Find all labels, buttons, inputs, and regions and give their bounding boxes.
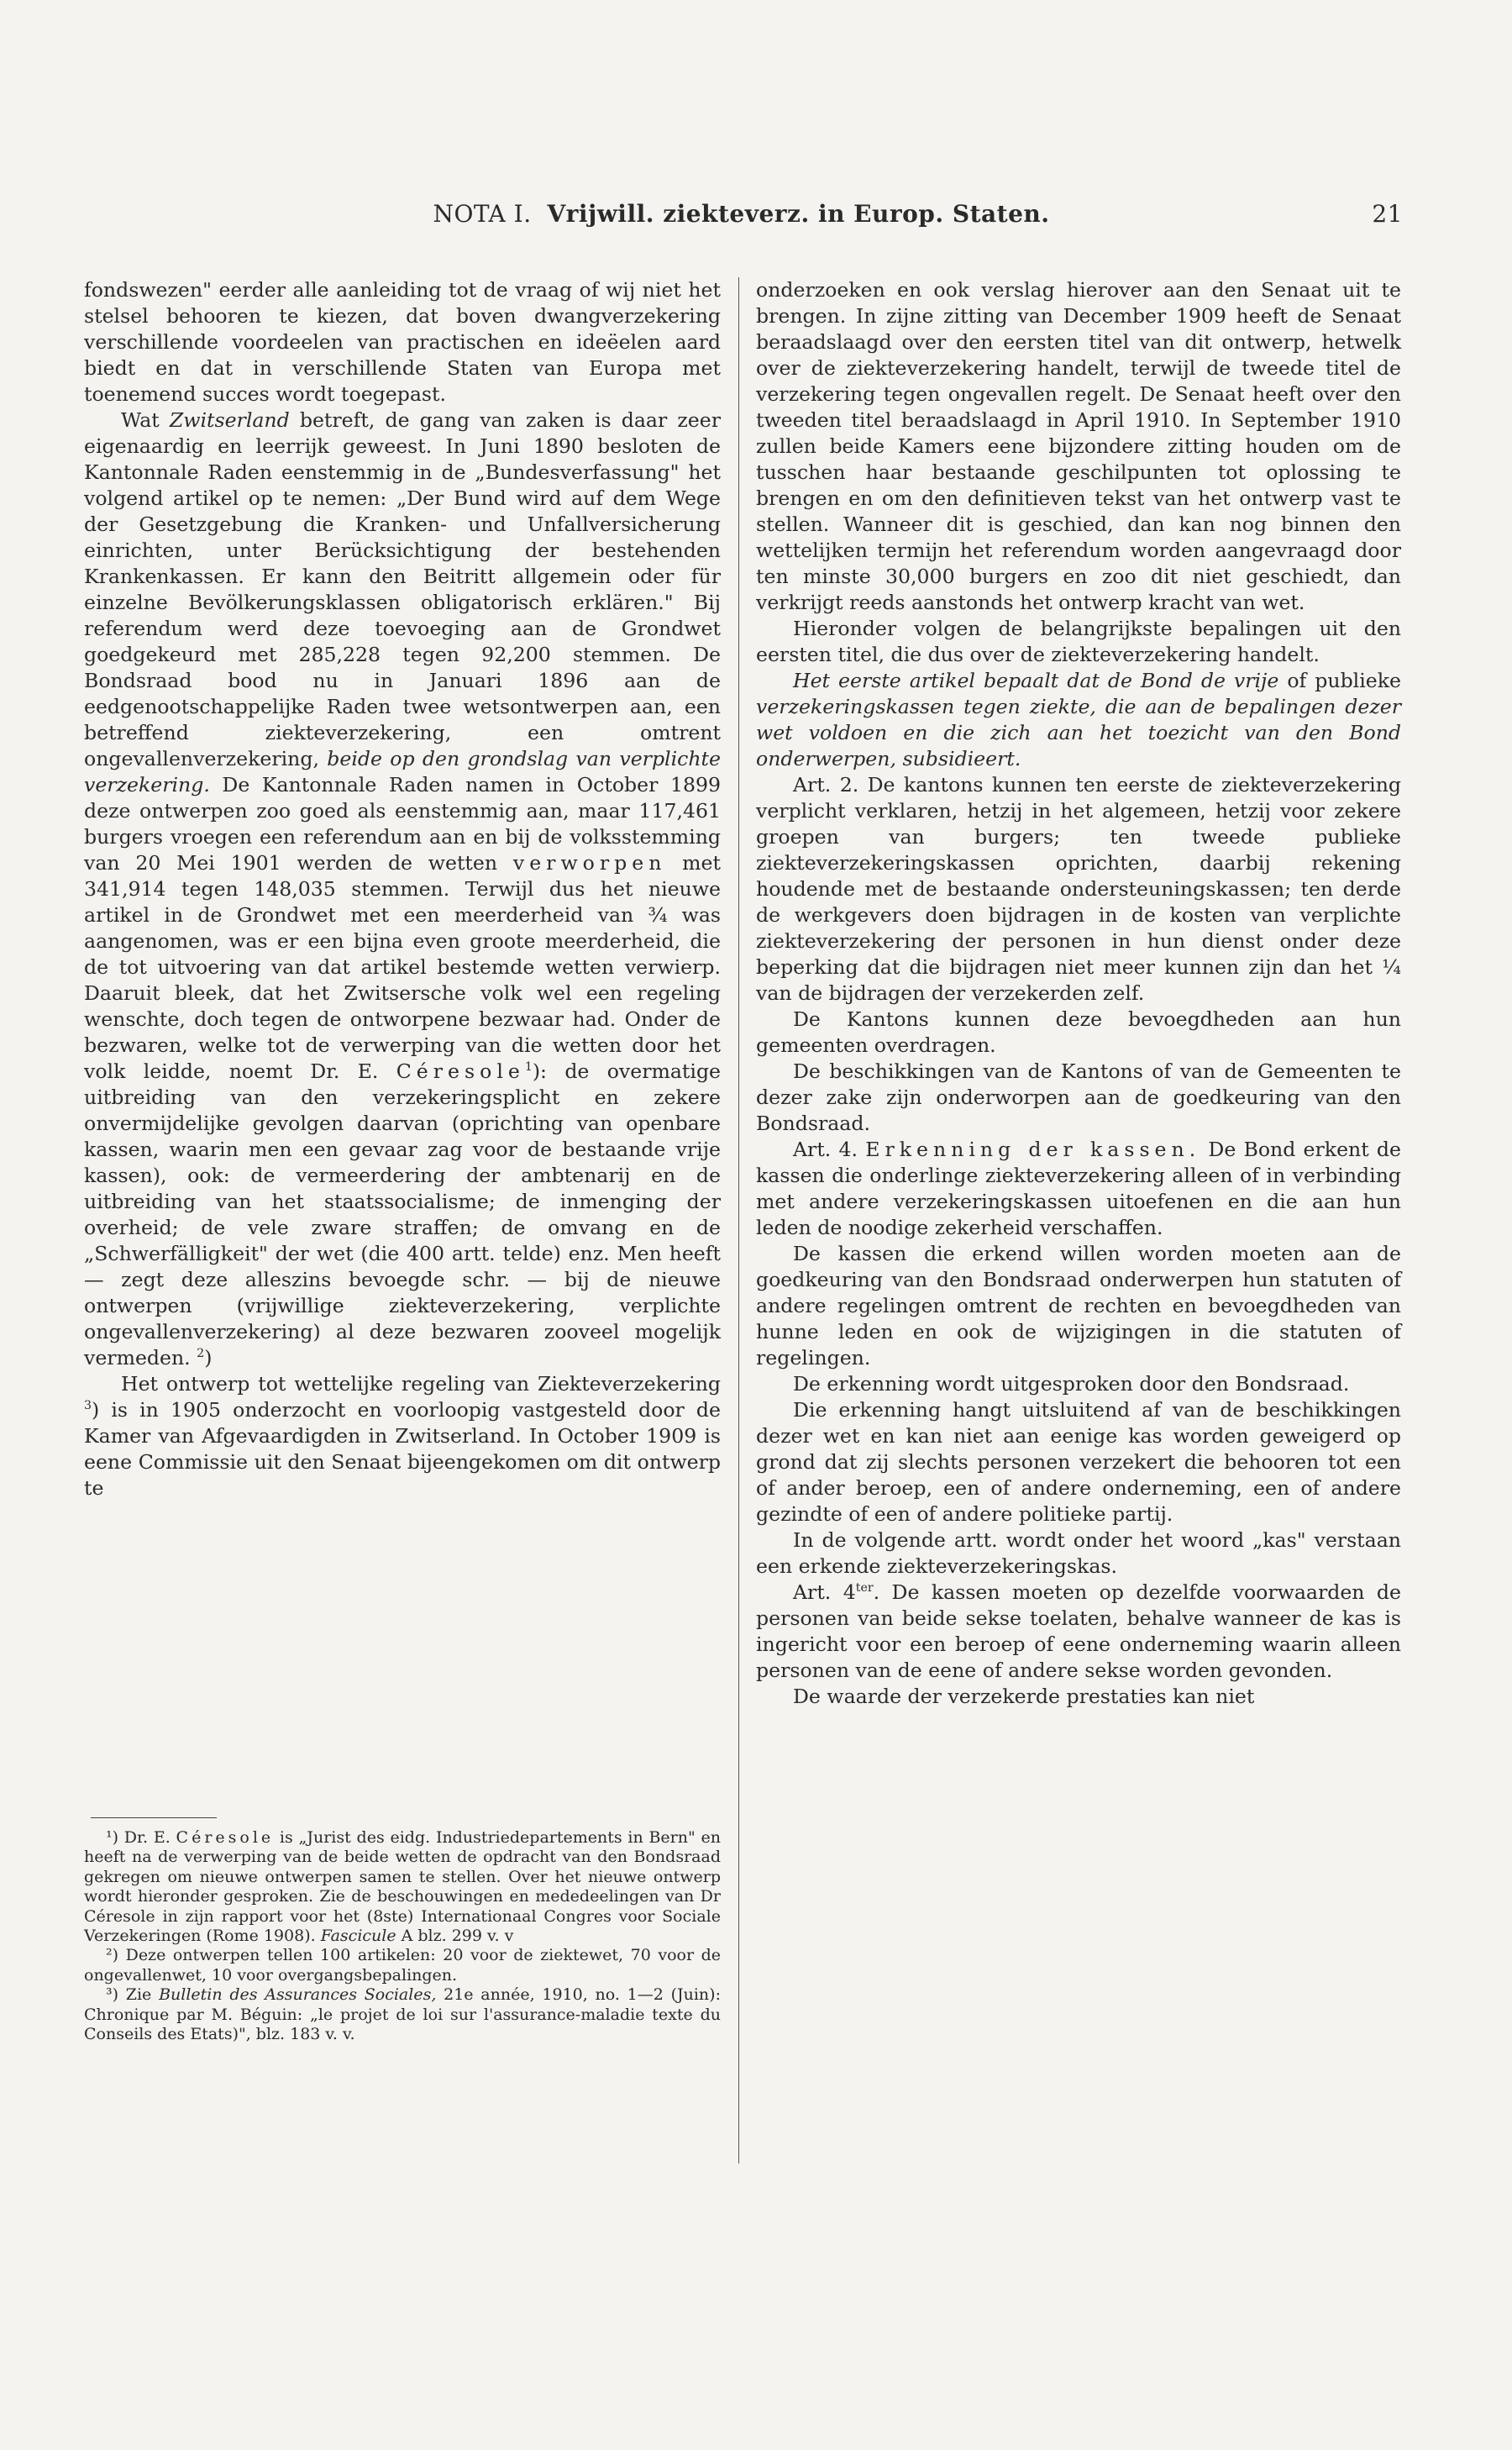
paragraph-text: Art. 4 bbox=[793, 1580, 856, 1604]
spaced-text: verworpen bbox=[512, 851, 667, 875]
paragraph bbox=[756, 616, 1401, 668]
emphasis: Zwitserland bbox=[169, 408, 290, 432]
paragraph-text: Hieronder volgen de belangrijkste bepalingen uit den eersten titel, die dus over de ziekteverzekering handelt. bbox=[756, 617, 1401, 666]
paragraph-text: Art. 2. De kantons kunnen ten eerste de ziekteverzekering verplicht verklaren, hetzij in het algemeen, hetzij voor zekere groepen van burgers; ten tweede publieke ziekteverzekeringskassen oprichten, daarbij rekening houdende met de bestaande ondersteuningskassen; ten derde de werkgevers doen bijdragen in de kosten van verplichte ziekteverzekering der personen in hun dienst onder deze beperking dat die bijdragen niet meer kunnen zijn dan het ¼ van de bijdragen der verzekerden zelf. bbox=[756, 773, 1401, 1005]
paragraph bbox=[756, 1059, 1401, 1137]
footnote-1 bbox=[84, 1828, 721, 1946]
paragraph-text: fondswezen" eerder alle aanleiding tot de vraag of wij niet het stelsel behooren te kiezen, dat boven dwangverzekering verschillende voordeelen van practischen en ideëelen aard biedt en dat in verschillende Staten van Europa met toenemend succes wordt toegepast. bbox=[84, 278, 721, 406]
emphasis: beide op den grondslag van verplichte verzekering. bbox=[84, 747, 721, 797]
paragraph-article-2 bbox=[756, 772, 1401, 1007]
paragraph bbox=[84, 1371, 721, 1501]
left-column bbox=[84, 277, 721, 1501]
running-header bbox=[80, 200, 1403, 234]
footnote-3 bbox=[84, 1985, 721, 2044]
paragraph-text: Die erkenning hangt uitsluitend af van de beschikkingen dezer wet en kan niet aan eenige kas worden geweigerd op grond dat zij slechts personen verzekert die behooren tot een of ander beroep, een of andere onderneming, een of andere gezindte of een of andere politieke partij. bbox=[756, 1398, 1401, 1526]
paragraph-text: ): de overmatige uitbreiding van den verzekeringsplicht en zekere onvermijdelijke gevolgen daarvan (oprichting van openbare kassen, waarin men een gevaar zag voor de bestaande vrije kassen), ook: de vermeerdering der ambtenarij en de uitbreiding van het staatssocialisme; de inmenging der overheid; de vele zware straffen; de omvang en de „Schwerfälligkeit" der wet (die 400 artt. telde) enz. Men heeft — zegt deze alleszins bevoegde schr. — bij de nieuwe ontwerpen (vrijwillige ziekteverzekering, verplichte ongevallenverzekering) al deze bezwaren zooveel mogelijk vermeden. bbox=[84, 1059, 722, 1370]
footnote-text: ²) Deze ontwerpen tellen 100 artikelen: 20 voor de ziektewet, 70 voor de ongevallenwet, 10 voor overgangsbepalingen. bbox=[84, 1946, 721, 1985]
emphasis: Het eerste artikel bepaalt dat de Bond de vrije bbox=[793, 669, 1279, 692]
paragraph bbox=[756, 1684, 1401, 1710]
paragraph-text: met 341,914 tegen 148,035 stemmen. Terwijl dus het nieuwe artikel in de Grondwet met een meerderheid van ¾ was aangenomen, was er een bijna even groote meerderheid, die de tot uitvoering van dat artikel bestemde wetten verwierp. Daaruit bleek, dat het Zwitsersche volk wel een regeling wenschte, doch tegen de ontworpene bezwaar had. Onder de bezwaren, welke tot de verwerping van die wetten door het volk leidde, noemt Dr. E. bbox=[84, 851, 721, 1083]
footnote-text: is „Jurist des eidg. Industriedepartements in Bern" en heeft na de verwerping van de beide wetten de opdracht van den Bondsraad gekregen om nieuwe ontwerpen samen te stellen. Over het nieuwe ontwerp wordt hieronder gesproken. Zie de beschouwingen en mededeelingen van Dr Céresole in zijn rapport voor het (8ste) Internationaal Congres voor Sociale Verzekeringen (Rome 1908). bbox=[84, 1828, 721, 1946]
footnote-text: ³) Zie bbox=[106, 1985, 160, 2005]
emphasis: verzekeringskassen tegen ziekte, die aan de bepalingen dezer wet voldoen en die zich aan het toezicht van den Bond onderwerpen, subsidieert. bbox=[756, 695, 1401, 770]
paragraph-text: of publieke bbox=[1278, 669, 1401, 692]
footnote-text: A blz. 299 v. v bbox=[396, 1927, 514, 1946]
footnote-text: 21e année, 1910, no. 1—2 (Juin): Chronique par M. Béguin: „le projet de loi sur l'assurance-maladie texte du Conseils des Etats)", blz. 183 v. v. bbox=[84, 1985, 721, 2044]
paragraph-text: De Kantons kunnen deze bevoegdheden aan hun gemeenten overdragen. bbox=[756, 1007, 1401, 1057]
footnotes bbox=[84, 1828, 721, 2044]
superscript: ter bbox=[855, 1581, 874, 1596]
paragraph bbox=[756, 1527, 1401, 1580]
spaced-name: Céresole bbox=[176, 1828, 275, 1847]
column-divider bbox=[738, 277, 739, 2163]
paragraph-text: De waarde der verzekerde prestaties kan niet bbox=[793, 1685, 1255, 1708]
paragraph-text: De erkenning wordt uitgesproken door den Bondsraad. bbox=[793, 1372, 1350, 1396]
emphasis: Bulletin des Assurances Sociales, bbox=[159, 1985, 437, 2005]
paragraph-text: ) is in 1905 onderzocht en voorloopig vastgesteld door de Kamer van Afgevaardigden in Zwitserland. In October 1909 is eene Commissie uit den Senaat bijeengekomen om dit ontwerp te bbox=[84, 1398, 721, 1500]
paragraph-text: De beschikkingen van de Kantons of van de Gemeenten te dezer zake zijn onderworpen aan de goedkeuring van den Bondsraad. bbox=[756, 1059, 1401, 1135]
right-column bbox=[756, 277, 1401, 1710]
spaced-name: Céresole bbox=[396, 1059, 525, 1083]
paragraph-article-1 bbox=[756, 668, 1401, 772]
paragraph-text: De kassen die erkend willen worden moeten aan de goedkeuring van den Bondsraad onderwerpen hun statuten of andere regelingen omtrent de rechten en bevoegdheden van hunne leden en ook de wijzigingen in die statuten of regelingen. bbox=[756, 1242, 1401, 1370]
footnote-ref: 2 bbox=[197, 1347, 205, 1361]
paragraph-text: De Kantonnale Raden namen in October 1899 deze ontwerpen zoo goed als eenstemmig aan, maar 117,461 burgers vroegen een referendum aan en bij de volksstemming van 20 Mei 1901 werden de wetten bbox=[84, 773, 721, 875]
footnote-2 bbox=[84, 1946, 721, 1985]
paragraph-article-4 bbox=[756, 1137, 1401, 1241]
footnote-ref: 3 bbox=[84, 1399, 92, 1413]
paragraph bbox=[756, 1241, 1401, 1371]
paragraph-text: ) bbox=[204, 1346, 213, 1370]
paragraph-text: Het ontwerp tot wettelijke regeling van Ziekteverzekering bbox=[121, 1372, 721, 1396]
footnote-text: ¹) Dr. E. bbox=[106, 1828, 176, 1847]
paragraph-text: . De kassen moeten op dezelfde voorwaarden de personen van beide sekse toelaten, behalve wanneer de kas is ingericht voor een beroep of eene onderneming waarin alleen personen van de eene of andere sekse worden gevonden. bbox=[756, 1580, 1401, 1682]
paragraph bbox=[756, 1007, 1401, 1059]
header-section-title: Vrijwill. ziekteverz. in Europ. Staten. bbox=[547, 200, 1050, 228]
spaced-text: Erkenning der kassen. bbox=[865, 1138, 1201, 1161]
emphasis: Fascicule bbox=[320, 1927, 396, 1946]
paragraph-article-4ter bbox=[756, 1580, 1401, 1684]
paragraph-switzerland bbox=[84, 407, 721, 1371]
page-number: 21 bbox=[1372, 200, 1403, 228]
paragraph-text: In de volgende artt. wordt onder het woord „kas" verstaan een erkende ziekteverzekeringskas. bbox=[756, 1528, 1401, 1578]
paragraph-text: Art. 4. bbox=[793, 1138, 866, 1161]
header-title bbox=[80, 200, 1403, 228]
paragraph bbox=[756, 1371, 1401, 1397]
paragraph-text: Wat bbox=[121, 408, 170, 432]
paragraph bbox=[756, 277, 1401, 616]
paragraph bbox=[756, 1397, 1401, 1527]
header-note-label: NOTA I. bbox=[433, 200, 532, 228]
footnote-ref: 1 bbox=[524, 1060, 533, 1075]
footnote-rule bbox=[91, 1817, 217, 1818]
paragraph-text: onderzoeken en ook verslag hierover aan den Senaat uit te brengen. In zijne zitting van December 1909 heeft de Senaat beraadslaagd over den eersten titel van dit ontwerp, hetwelk over de ziekteverzekering handelt, terwijl de tweede titel de verzekering tegen ongevallen regelt. De Senaat heeft over den tweeden titel beraadslaagd in April 1910. In September 1910 zullen beide Kamers eene bijzondere zitting houden om de tusschen haar bestaande geschilpunten tot oplossing te brengen en om den definitieven tekst van het ontwerp vast te stellen. Wanneer dit is geschied, dan kan nog binnen den wettelijken termijn het referendum worden aangevraagd door ten minste 30,000 burgers en zoo dit niet geschiedt, dan verkrijgt reeds aanstonds het ontwerp kracht van wet. bbox=[756, 278, 1401, 614]
paragraph-text: De Bond erkent de kassen die onderlinge ziekteverzekering alleen of in verbinding met andere verzekeringskassen uitoefenen en die aan hun leden de noodige zekerheid verschaffen. bbox=[756, 1138, 1402, 1239]
paragraph-text: betreft, de gang van zaken is daar zeer eigenaardig en leerrijk geweest. In Juni 1890 besloten de Kantonnale Raden eenstemmig in de „Bundesverfassung" het volgend artikel op te nemen: „Der Bund wird auf dem Wege der Gesetzgebung die Kranken- und Unfallversicherung einrichten, unter Berücksichtigung der bestehenden Krankenkassen. Er kann den Beitritt allgemein oder für einzelne Bevölkerungsklassen obligatorisch erklären." Bij referendum werd deze toevoeging aan de Grondwet goedgekeurd met 285,228 tegen 92,200 stemmen. De Bondsraad bood nu in Januari 1896 aan de eedgenootschappelijke Raden twee wetsontwerpen aan, een betreffend ziekteverzekering, een omtrent ongevallenverzekering, bbox=[84, 408, 721, 770]
paragraph bbox=[84, 277, 721, 407]
